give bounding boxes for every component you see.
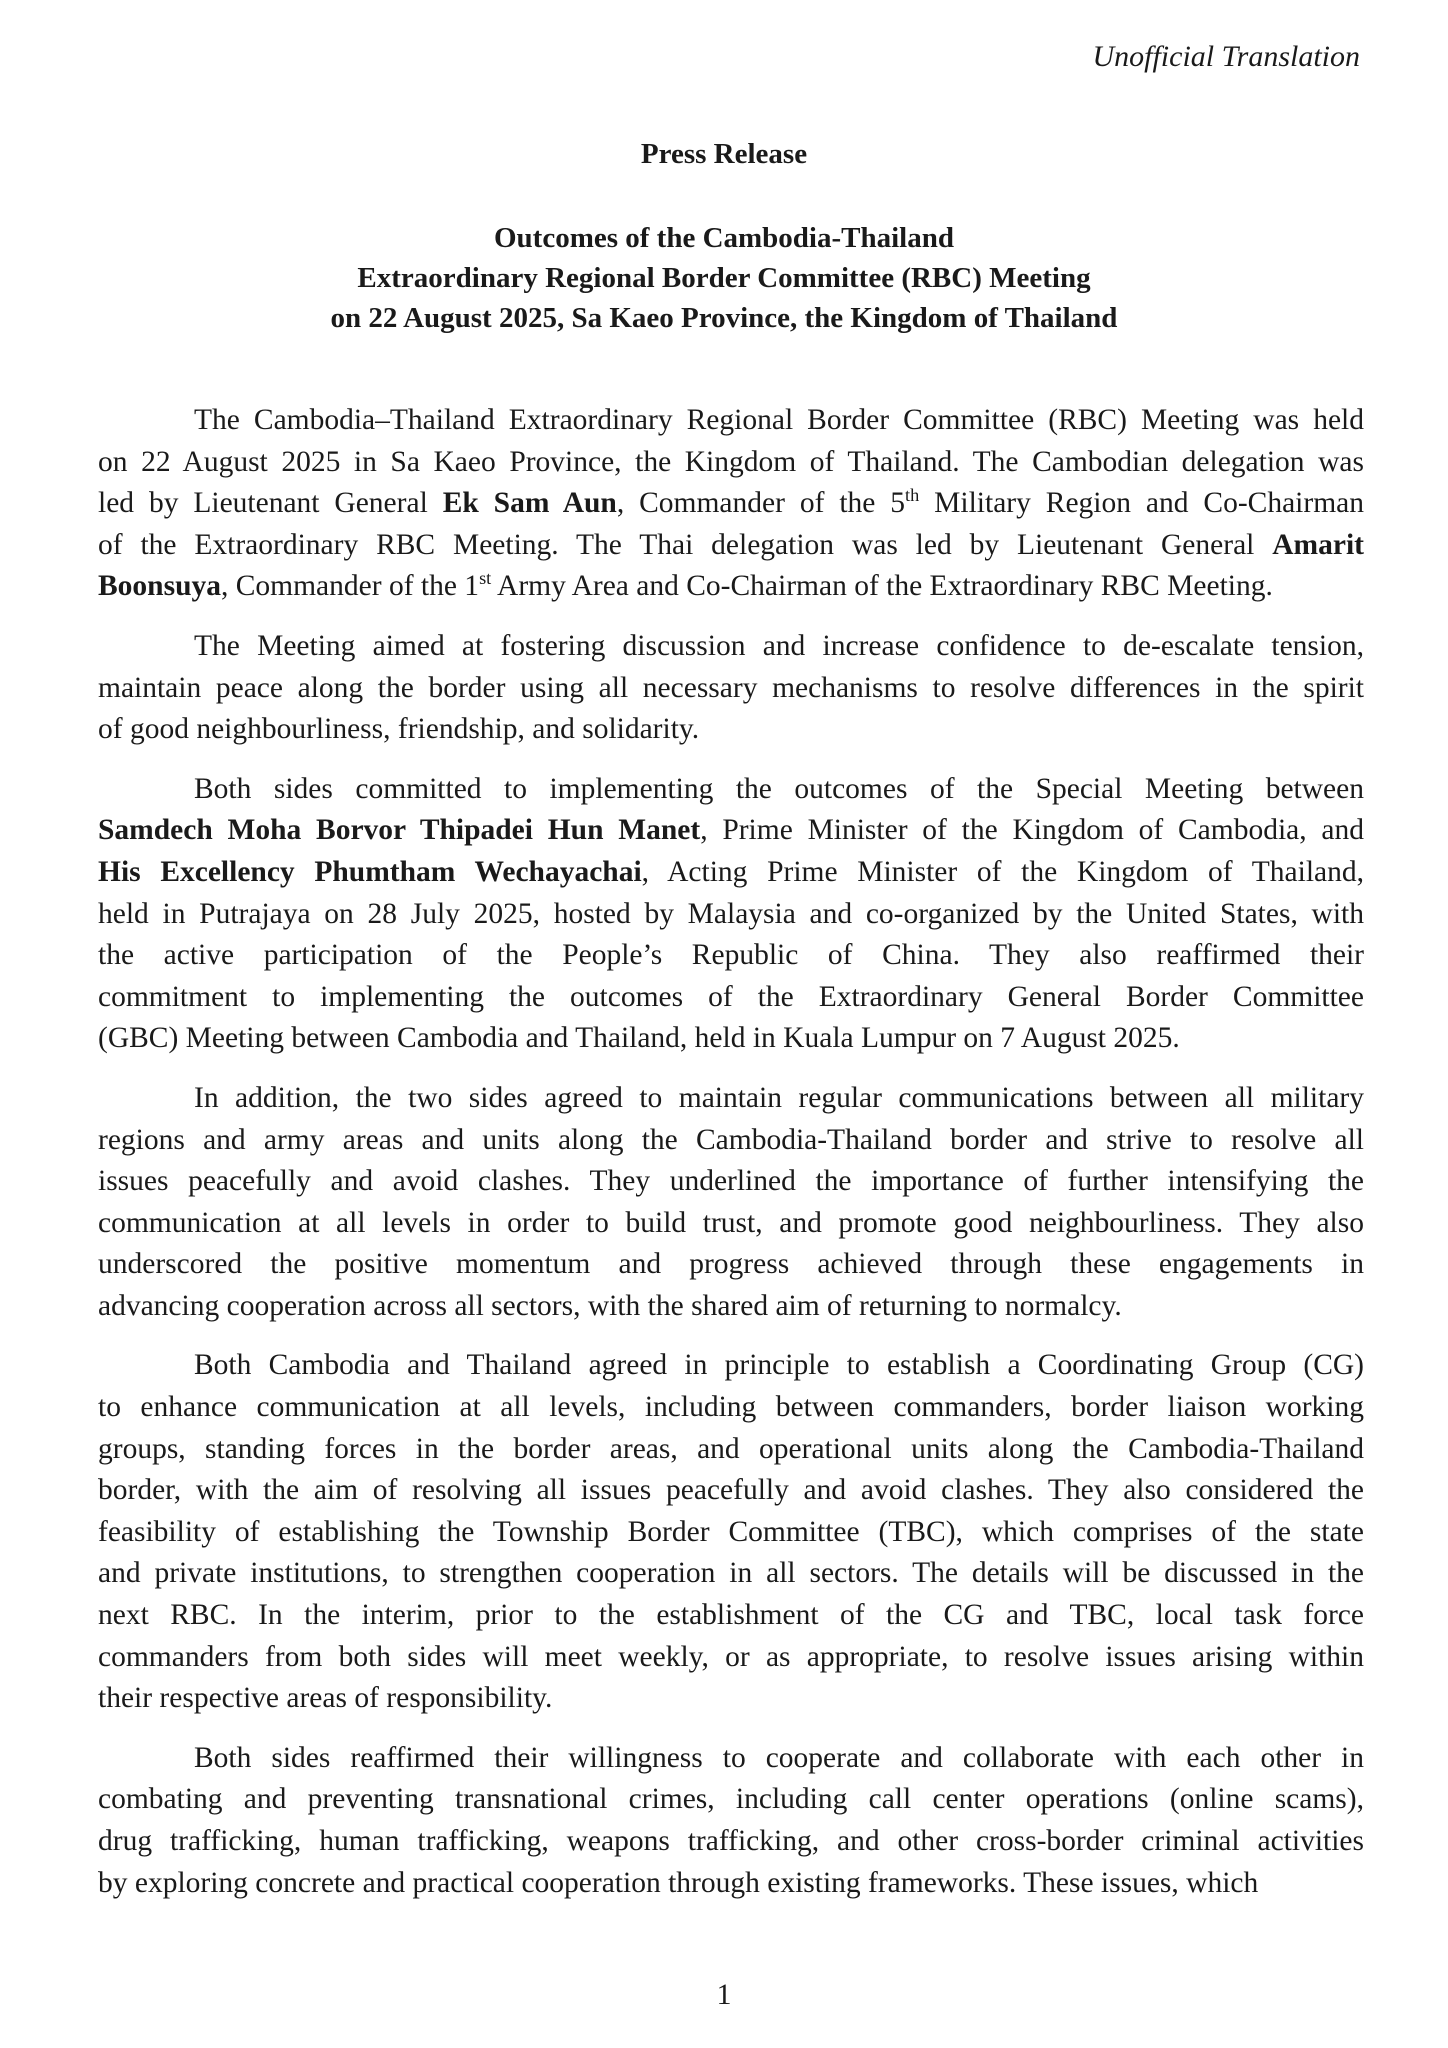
text-run: of good neighbourliness, friendship, and solidarity.: [98, 713, 700, 746]
text-line: [98, 935, 1364, 977]
text-line: [98, 1286, 1364, 1328]
text-line: [98, 1738, 1364, 1780]
press-release-label: Press Release: [640, 138, 808, 170]
text-run: , Prime Minister of the Kingdom of Cambodia, and: [700, 814, 1364, 847]
text-line: [98, 1120, 1364, 1162]
text-run: communication at all levels in order to build trust, and promote good neighbourliness. They also: [98, 1206, 1364, 1239]
text-run: commanders from both sides will meet weekly, or as appropriate, to resolve issues arising within: [98, 1640, 1364, 1673]
text-line: [98, 400, 1364, 442]
text-line: [98, 1678, 1364, 1720]
text-run: Both sides reaffirmed their willingness to cooperate and collaborate with each other in: [194, 1741, 1364, 1774]
text-run: In addition, the two sides agreed to maintain regular communications between all military: [194, 1081, 1364, 1114]
body-paragraph: [98, 1738, 1364, 1904]
text-line: [98, 1470, 1364, 1512]
body-paragraph: [98, 769, 1364, 1060]
text-line: [98, 977, 1364, 1019]
body-paragraph: [98, 1345, 1364, 1719]
text-line: [98, 1161, 1364, 1203]
text-line: [98, 1018, 1364, 1060]
bold-name: Boonsuya: [98, 570, 221, 603]
text-line: [98, 810, 1364, 852]
text-line: [98, 483, 1364, 525]
text-run: The Meeting aimed at fostering discussion and increase confidence to de-escalate tension,: [194, 629, 1364, 662]
text-run: advancing cooperation across all sectors, with the shared aim of returning to normalcy.: [98, 1289, 1122, 1322]
page-number: 1: [716, 1978, 732, 2011]
text-run: , Commander of the 5: [616, 487, 906, 520]
text-line: [98, 1553, 1364, 1595]
document-title: [0, 218, 1448, 338]
text-line: [98, 525, 1364, 567]
text-run: maintain peace along the border using all necessary mechanisms to resolve differences in the spirit: [98, 671, 1364, 704]
text-run: Army Area and Co-Chairman of the Extraordinary RBC Meeting.: [491, 570, 1273, 603]
text-line: [98, 1821, 1364, 1863]
text-run: , Commander of the 1: [220, 570, 480, 603]
text-line: [98, 1345, 1364, 1387]
text-run: Both Cambodia and Thailand agreed in principle to establish a Coordinating Group (CG): [194, 1349, 1364, 1382]
text-run: regions and army areas and units along the Cambodia-Thailand border and strive to resolve all: [98, 1123, 1364, 1156]
text-run: combating and preventing transnational crimes, including call center operations (online scams),: [98, 1783, 1364, 1816]
text-line: [98, 442, 1364, 484]
title-line: on 22 August 2025, Sa Kaeo Province, the Kingdom of Thailand: [330, 302, 1118, 334]
text-line: [98, 566, 1364, 608]
text-run: underscored the positive momentum and progress achieved through these engagements in: [98, 1248, 1364, 1281]
text-line: [98, 1078, 1364, 1120]
text-run: led by Lieutenant General: [98, 487, 443, 520]
document-body: [98, 400, 1364, 1904]
ordinal-superscript: st: [479, 568, 492, 589]
text-run: to enhance communication at all levels, including between commanders, border liaison working: [98, 1391, 1364, 1424]
text-run: border, with the aim of resolving all issues peacefully and avoid clashes. They also considered the: [98, 1474, 1364, 1507]
ordinal-superscript: th: [905, 485, 920, 506]
text-run: the active participation of the People’s Republic of China. They also reaffirmed their: [98, 939, 1364, 972]
text-line: [98, 1863, 1364, 1905]
text-run: Military Region and Co-Chairman: [919, 487, 1364, 520]
text-line: [98, 852, 1364, 894]
text-run: their respective areas of responsibility.: [98, 1682, 553, 1715]
text-line: [98, 1779, 1364, 1821]
bold-name: His Excellency Phumtham Wechayachai: [98, 855, 642, 888]
text-run: commitment to implementing the outcomes of the Extraordinary General Border Committee: [98, 980, 1364, 1013]
text-run: (GBC) Meeting between Cambodia and Thailand, held in Kuala Lumpur on 7 August 2025.: [98, 1022, 1180, 1055]
text-run: groups, standing forces in the border areas, and operational units along the Cambodia-Thailand: [98, 1432, 1364, 1465]
text-line: [98, 668, 1364, 710]
bold-name: Samdech Moha Borvor Thipadei Hun Manet: [98, 814, 701, 847]
title-line: Extraordinary Regional Border Committee (RBC) Meeting: [357, 262, 1091, 294]
text-run: by exploring concrete and practical cooperation through existing frameworks. These issues, which: [98, 1866, 1259, 1899]
bold-name: Amarit: [1272, 528, 1364, 561]
body-paragraph: [98, 400, 1364, 608]
text-line: [98, 1429, 1364, 1471]
text-run: on 22 August 2025 in Sa Kaeo Province, the Kingdom of Thailand. The Cambodian delegation was: [98, 445, 1364, 478]
text-line: [98, 1637, 1364, 1679]
text-run: issues peacefully and avoid clashes. They underlined the importance of further intensifying the: [98, 1165, 1364, 1198]
bold-name: Ek Sam Aun: [442, 487, 617, 520]
text-line: [98, 1244, 1364, 1286]
text-run: Both sides committed to implementing the outcomes of the Special Meeting between: [194, 772, 1364, 805]
text-run: and private institutions, to strengthen cooperation in all sectors. The details will be discussed in the: [98, 1557, 1364, 1590]
title-line: Outcomes of the Cambodia-Thailand: [493, 222, 954, 254]
text-line: [98, 709, 1364, 751]
unofficial-translation-note: Unofficial Translation: [1092, 40, 1360, 73]
text-run: drug trafficking, human trafficking, weapons trafficking, and other cross-border criminal activities: [98, 1825, 1364, 1857]
text-run: The Cambodia–Thailand Extraordinary Regional Border Committee (RBC) Meeting was held: [194, 404, 1364, 436]
text-run: of the Extraordinary RBC Meeting. The Thai delegation was led by Lieutenant General: [98, 528, 1273, 561]
body-paragraph: [98, 1078, 1364, 1328]
text-run: , Acting Prime Minister of the Kingdom of Thailand,: [641, 855, 1365, 888]
text-line: [98, 1203, 1364, 1245]
body-paragraph: [98, 626, 1364, 751]
text-run: feasibility of establishing the Township Border Committee (TBC), which comprises of the state: [98, 1515, 1364, 1548]
text-line: [98, 769, 1364, 811]
text-line: [98, 1595, 1364, 1637]
text-line: [98, 626, 1364, 668]
text-run: next RBC. In the interim, prior to the establishment of the CG and TBC, local task force: [98, 1599, 1364, 1632]
text-line: [98, 894, 1364, 936]
text-run: held in Putrajaya on 28 July 2025, hosted by Malaysia and co-organized by the United States, with: [98, 897, 1364, 930]
text-line: [98, 1387, 1364, 1429]
text-line: [98, 1512, 1364, 1554]
